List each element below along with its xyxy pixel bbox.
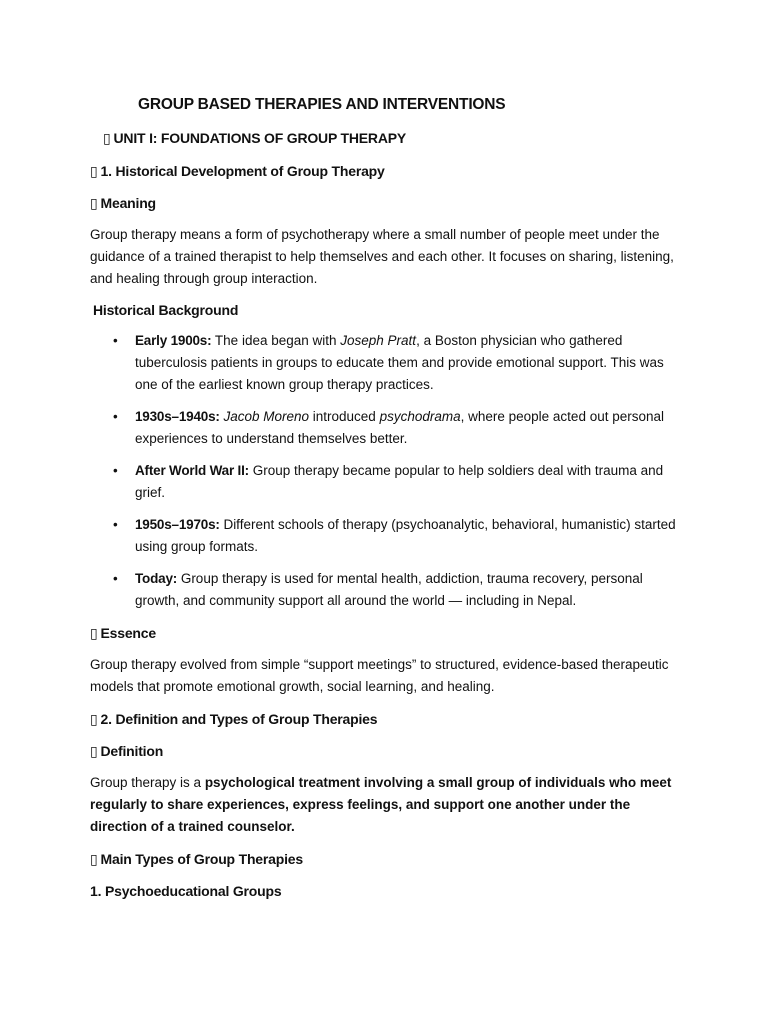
definition-lead: Group therapy is a (90, 775, 205, 790)
history-item-term: 1950s–1970s: (135, 517, 220, 532)
definition-bold: psychological treatment involving a small group of individuals who meet regularly to share experiences, express feelings, and support one another under the direction of a trained counselor. (90, 775, 672, 834)
placeholder-glyph-icon: ▯ (90, 163, 98, 179)
essence-heading (90, 622, 690, 644)
history-item-emphasis: psychodrama (379, 409, 461, 424)
history-list (90, 330, 690, 622)
unit-heading-text: UNIT I: FOUNDATIONS OF GROUP THERAPY (113, 130, 407, 146)
history-item-text: introduced (309, 409, 380, 424)
type-1-heading: 1. Psychoeducational Groups (90, 883, 282, 899)
placeholder-glyph-icon: ▯ (90, 851, 98, 867)
history-item-term: After World War II: (135, 463, 249, 478)
history-item (90, 406, 690, 450)
main-types-heading (90, 848, 690, 870)
definition-heading-text: Definition (100, 743, 164, 759)
page-title: GROUP BASED THERAPIES AND INTERVENTIONS (138, 96, 506, 113)
history-item (90, 514, 690, 558)
section-1-heading (90, 160, 690, 182)
meaning-heading (90, 192, 690, 214)
history-item-term: Today: (135, 571, 178, 586)
main-types-heading-text: Main Types of Group Therapies (100, 851, 303, 867)
placeholder-glyph-icon: ▯ (90, 743, 98, 759)
placeholder-glyph-icon: ▯ (90, 195, 98, 211)
history-item (90, 330, 690, 396)
meaning-heading-text: Meaning (100, 195, 156, 211)
historical-background-heading: Historical Background (93, 302, 239, 318)
history-item-text: The idea began with (211, 333, 341, 348)
essence-heading-text: Essence (100, 625, 156, 641)
definition-heading (90, 740, 690, 762)
meaning-paragraph: Group therapy means a form of psychotherapy where a small number of people meet under the guidance of a trained therapist to help themselves and each other. It focuses on sharing, listening, and healing through group interaction. (90, 227, 674, 286)
history-item-text: Group therapy is used for mental health, addiction, trauma recovery, personal growth, and community support all around the world — including in Nepal. (135, 571, 643, 608)
history-item-text: Different schools of therapy (psychoanalytic, behavioral, humanistic) started using group formats. (135, 517, 676, 554)
history-item-text: , where people acted out personal experiences to understand themselves better. (135, 409, 664, 446)
history-item (90, 460, 690, 504)
section-1-heading-text: 1. Historical Development of Group Therapy (100, 163, 385, 179)
placeholder-glyph-icon: ▯ (90, 711, 98, 727)
history-item (90, 568, 690, 612)
history-item-emphasis: Joseph Pratt (340, 333, 417, 348)
placeholder-glyph-icon: ▯ (90, 625, 98, 641)
unit-heading (103, 127, 703, 149)
history-item-emphasis: Jacob Moreno (223, 409, 310, 424)
definition-paragraph (90, 772, 690, 838)
history-item-term: Early 1900s: (135, 333, 212, 348)
history-item-term: 1930s–1940s: (135, 409, 220, 424)
section-2-heading-text: 2. Definition and Types of Group Therapies (100, 711, 378, 727)
history-item-text: , a Boston physician who gathered tuberculosis patients in groups to educate them and provide emotional support. This was one of the earliest known group therapy practices. (135, 333, 664, 392)
history-item-text: Group therapy became popular to help soldiers deal with trauma and grief. (135, 463, 664, 500)
section-2-heading (90, 708, 690, 730)
essence-paragraph: Group therapy evolved from simple “support meetings” to structured, evidence-based therapeutic models that promote emotional growth, social learning, and healing. (90, 657, 669, 694)
placeholder-glyph-icon: ▯ (103, 130, 111, 146)
